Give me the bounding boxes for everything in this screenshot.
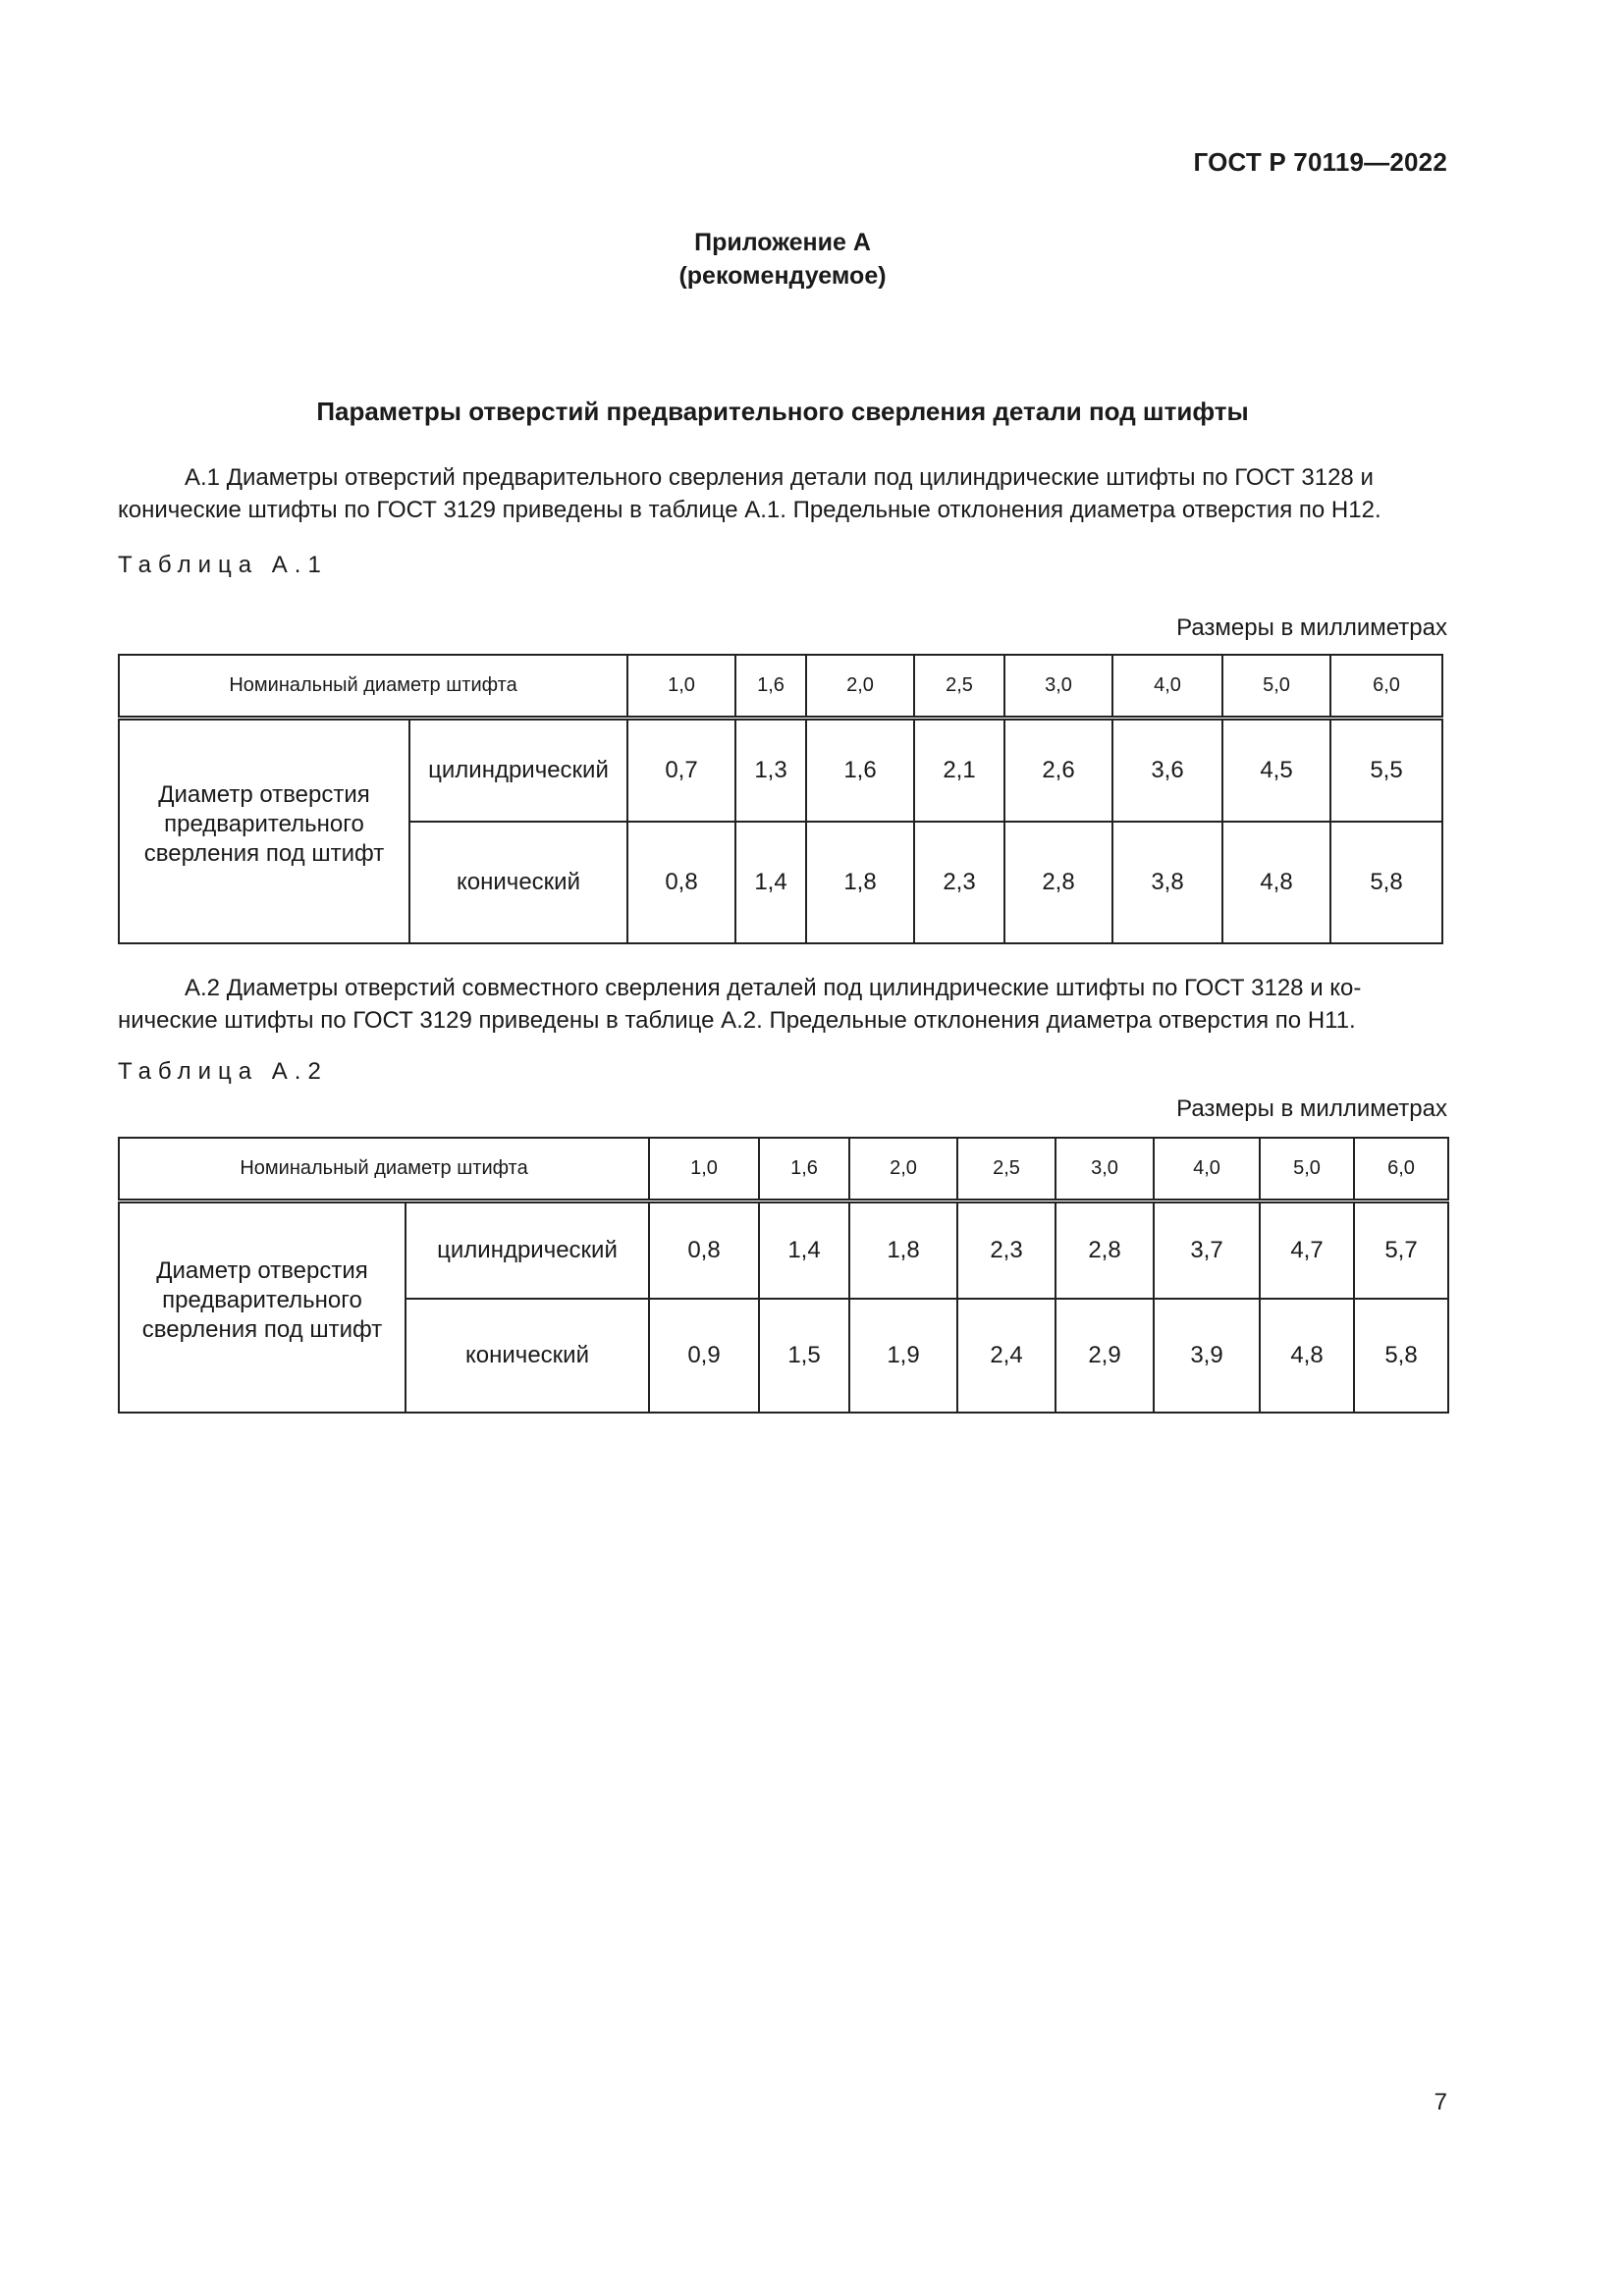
table-a1-col-7: 5,0 bbox=[1222, 655, 1330, 718]
table-a2-row-type: цилиндрический bbox=[406, 1201, 649, 1299]
table-a1-col-8: 6,0 bbox=[1330, 655, 1442, 718]
table-cell: 1,4 bbox=[759, 1201, 849, 1299]
table-cell: 2,4 bbox=[957, 1299, 1056, 1413]
table-a2-header-row bbox=[119, 1138, 1448, 1201]
table-cell: 2,6 bbox=[1004, 718, 1112, 822]
document-code: ГОСТ Р 70119—2022 bbox=[1193, 147, 1447, 177]
section-title: Параметры отверстий предварительного сверления детали под штифты bbox=[316, 397, 1249, 426]
table-cell: 1,8 bbox=[806, 822, 914, 943]
table-a2-col-4: 2,5 bbox=[957, 1138, 1056, 1201]
table-cell: 0,9 bbox=[649, 1299, 759, 1413]
table-cell: 0,7 bbox=[627, 718, 735, 822]
table-cell: 1,6 bbox=[806, 718, 914, 822]
table-cell: 2,3 bbox=[957, 1201, 1056, 1299]
table-cell: 1,5 bbox=[759, 1299, 849, 1413]
table-row bbox=[119, 718, 1442, 822]
table-row bbox=[119, 1201, 1448, 1299]
table-a2-group-label: Диаметр отверстия предварительного сверления под штифт bbox=[119, 1201, 406, 1413]
table-cell: 3,9 bbox=[1154, 1299, 1260, 1413]
table-cell: 3,6 bbox=[1112, 718, 1222, 822]
table-a1-header-row bbox=[119, 655, 1442, 718]
table-cell: 5,8 bbox=[1330, 822, 1442, 943]
table-a1-col-4: 2,5 bbox=[914, 655, 1004, 718]
table-cell: 5,5 bbox=[1330, 718, 1442, 822]
table-cell: 4,8 bbox=[1260, 1299, 1354, 1413]
table-cell: 3,8 bbox=[1112, 822, 1222, 943]
table-cell: 0,8 bbox=[627, 822, 735, 943]
table-a1-col-1: 1,0 bbox=[627, 655, 735, 718]
table-cell: 4,7 bbox=[1260, 1201, 1354, 1299]
table-a1-row-type: цилиндрический bbox=[409, 718, 627, 822]
table-cell: 0,8 bbox=[649, 1201, 759, 1299]
table-a1-col-6: 4,0 bbox=[1112, 655, 1222, 718]
page-number: 7 bbox=[1434, 2089, 1447, 2115]
table-a2-col-5: 3,0 bbox=[1056, 1138, 1154, 1201]
table-a2-col-1: 1,0 bbox=[649, 1138, 759, 1201]
paragraph-a1-line1: А.1 Диаметры отверстий предварительного сверления детали под цилиндрические штифты по ГОСТ 3128 и bbox=[185, 464, 1374, 491]
table-cell: 3,7 bbox=[1154, 1201, 1260, 1299]
table-a1-col-2: 1,6 bbox=[735, 655, 806, 718]
table-cell: 1,3 bbox=[735, 718, 806, 822]
table-a2-row-type: конический bbox=[406, 1299, 649, 1413]
table-cell: 5,7 bbox=[1354, 1201, 1448, 1299]
table-cell: 4,5 bbox=[1222, 718, 1330, 822]
table-cell: 5,8 bbox=[1354, 1299, 1448, 1413]
table-a1-group-label: Диаметр отверстия предварительного сверления под штифт bbox=[119, 718, 409, 943]
table-cell: 1,8 bbox=[849, 1201, 957, 1299]
table-cell: 1,9 bbox=[849, 1299, 957, 1413]
appendix-subtitle: (рекомендуемое) bbox=[678, 262, 887, 290]
table-a2-label: Таблица А.2 bbox=[118, 1058, 328, 1085]
table-a2-col-2: 1,6 bbox=[759, 1138, 849, 1201]
table-a1-row-type: конический bbox=[409, 822, 627, 943]
table-a1 bbox=[118, 654, 1443, 944]
table-cell: 2,3 bbox=[914, 822, 1004, 943]
paragraph-a1-line2: конические штифты по ГОСТ 3129 приведены в таблице А.1. Предельные отклонения диаметра отверстия по Н12. bbox=[118, 497, 1381, 523]
paragraph-a2-line2: нические штифты по ГОСТ 3129 приведены в таблице А.2. Предельные отклонения диаметра отверстия по Н11. bbox=[118, 1007, 1356, 1034]
table-a2-header-label: Номинальный диаметр штифта bbox=[119, 1138, 649, 1201]
table-a2-units: Размеры в миллиметрах bbox=[1176, 1095, 1447, 1122]
table-cell: 1,4 bbox=[735, 822, 806, 943]
paragraph-a2 bbox=[118, 972, 1443, 1037]
table-a1-col-5: 3,0 bbox=[1004, 655, 1112, 718]
table-cell: 2,9 bbox=[1056, 1299, 1154, 1413]
table-cell: 2,8 bbox=[1056, 1201, 1154, 1299]
paragraph-a1 bbox=[118, 461, 1443, 526]
table-a2 bbox=[118, 1137, 1449, 1414]
table-a1-units: Размеры в миллиметрах bbox=[1176, 614, 1447, 641]
table-cell: 2,8 bbox=[1004, 822, 1112, 943]
table-a2-col-6: 4,0 bbox=[1154, 1138, 1260, 1201]
table-cell: 2,1 bbox=[914, 718, 1004, 822]
table-a1-col-3: 2,0 bbox=[806, 655, 914, 718]
table-a1-label: Таблица А.1 bbox=[118, 552, 328, 578]
table-a1-header-label: Номинальный диаметр штифта bbox=[119, 655, 627, 718]
appendix-heading bbox=[0, 226, 1565, 293]
appendix-title: Приложение А bbox=[694, 229, 871, 256]
table-a2-col-3: 2,0 bbox=[849, 1138, 957, 1201]
table-a2-col-8: 6,0 bbox=[1354, 1138, 1448, 1201]
paragraph-a2-line1: А.2 Диаметры отверстий совместного сверления деталей под цилиндрические штифты по ГОСТ 3128 и ко- bbox=[185, 975, 1362, 1001]
table-cell: 4,8 bbox=[1222, 822, 1330, 943]
table-a2-col-7: 5,0 bbox=[1260, 1138, 1354, 1201]
